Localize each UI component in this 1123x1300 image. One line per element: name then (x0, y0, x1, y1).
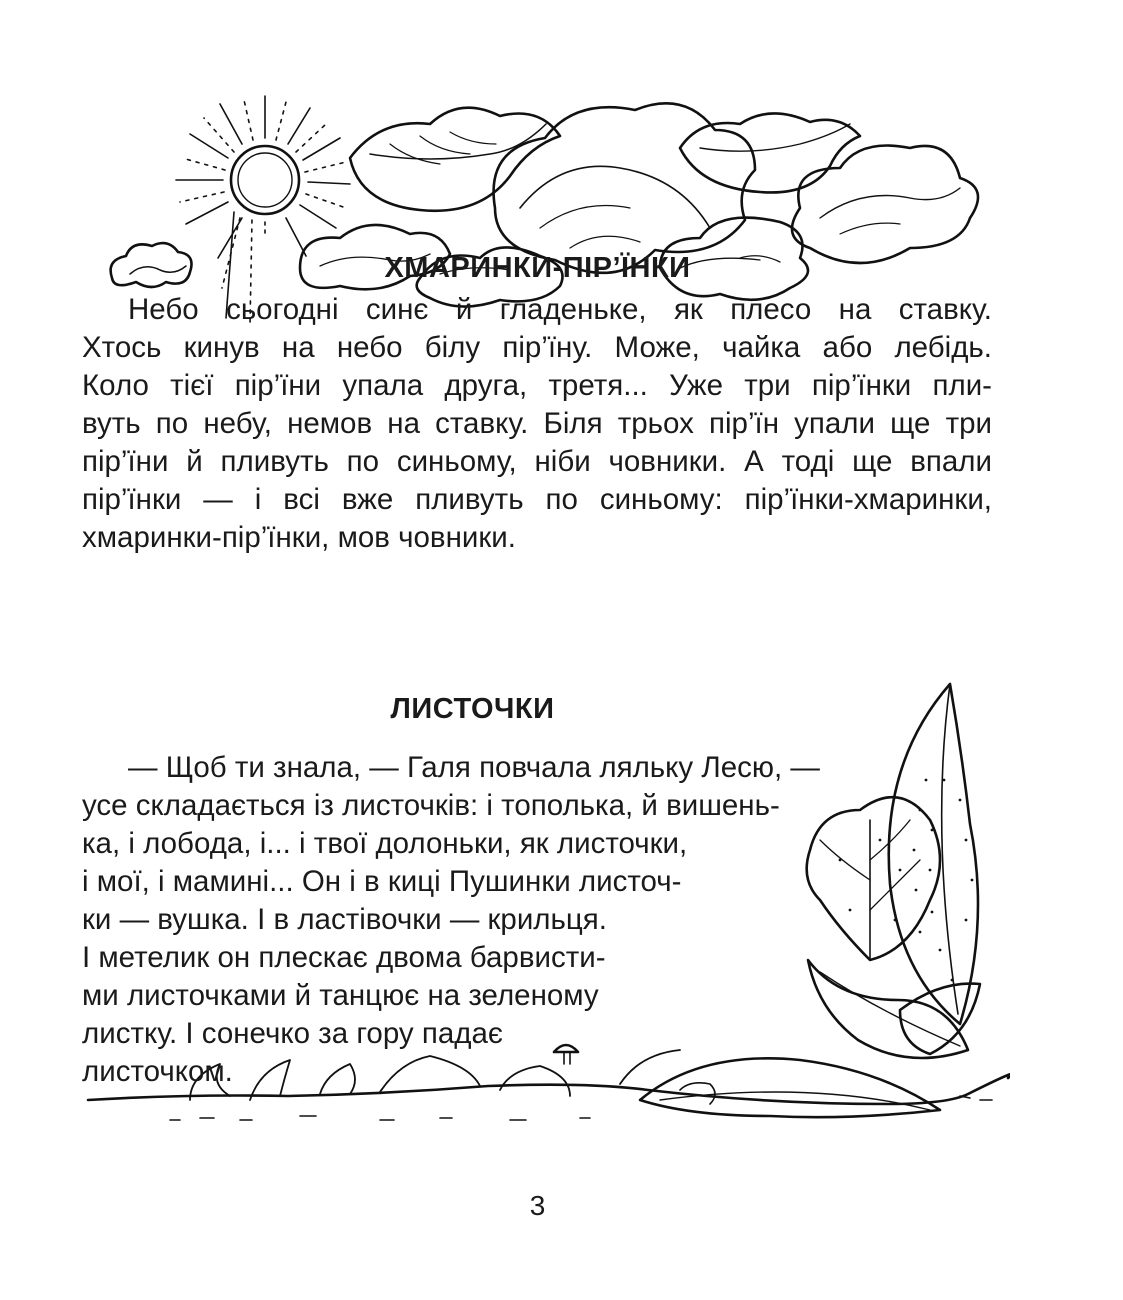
text-line: листочком. (82, 1055, 233, 1088)
story-text-clouds (82, 291, 992, 557)
story-text-leaves (82, 749, 820, 1091)
text-line: і мої, і мамині... Он і в киці Пушинки листоч- (82, 865, 682, 898)
text-line: ка, і лобода, і... і твої долоньки, як листочки, (82, 827, 688, 860)
poplar-leaf-icon (889, 684, 978, 1024)
text-line: усе складається із листочків: і тополька, й вишень- (82, 789, 780, 822)
text-line: пір’їнки — і всі вже пливуть по синьому: пір’їнки-хмаринки, (82, 483, 992, 516)
text-line: І метелик он плескає двома барвисти- (82, 941, 606, 974)
text-line: Коло тієї пір’їни упала друга, третя... Уже три пір’їнки пли- (82, 369, 992, 402)
text-line: Хтось кинув на небо білу пір’їну. Може, чайка або лебідь. (82, 331, 992, 364)
sun-icon (176, 96, 350, 324)
text-line: — Щоб ти знала, — Галя повчала ляльку Лесю, — (128, 751, 820, 784)
page-number: 3 (529, 1190, 546, 1221)
birch-leaf-icon (807, 797, 940, 960)
text-line: пір’їни й пливуть по синьому, ніби човники. А тоді ще впали (82, 445, 992, 478)
text-line: хмаринки-пір’їнки, мов човники. (82, 521, 516, 554)
text-line: вуть по небу, немов на ставку. Біля трьох пір’їн упали ще три (82, 407, 992, 440)
text-line: ки — вушка. І в ластівочки — крильця. (82, 903, 607, 936)
text-line: Небо сьогодні синє й гладеньке, як плесо на ставку. (128, 293, 992, 326)
story-title-leaves: ЛИСТОЧКИ (390, 693, 555, 725)
text-line: листку. І сонечко за гору падає (82, 1017, 503, 1050)
text-line: ми листочками й танцює на зеленому (82, 979, 599, 1012)
story-title-clouds: ХМАРИНКИ-ПІР’ЇНКИ (384, 252, 691, 284)
